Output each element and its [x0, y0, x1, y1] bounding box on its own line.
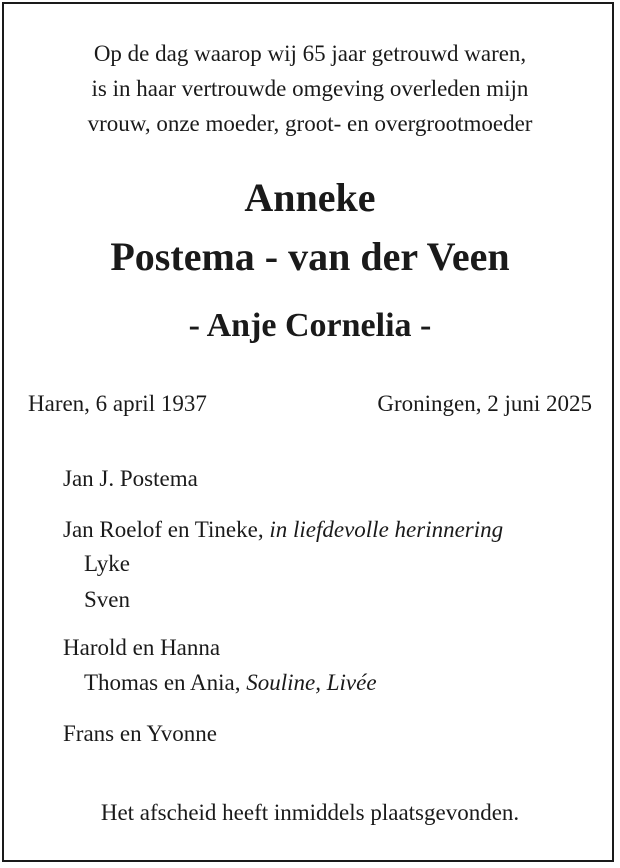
birth-date: Haren, 6 april 1937 [28, 391, 207, 416]
family-child-3: Frans en Yvonne [63, 721, 217, 746]
intro-line: is in haar vertrouwde omgeving overleden mijn [91, 76, 529, 101]
family-husband: Jan J. Postema [63, 466, 198, 491]
family-child-2: Harold en Hanna [63, 635, 221, 660]
grandchild-names: Thomas en Ania, [84, 670, 241, 695]
family-grandchild: Sven [84, 587, 130, 612]
deceased-first-name: Anneke [244, 175, 376, 220]
deceased-full-name: Postema - van der Veen [110, 234, 510, 279]
intro-text [0, 36, 620, 141]
great-grandchildren: Souline, Livée [246, 670, 377, 695]
family-grandchild: Lyke [84, 551, 130, 576]
intro-line: vrouw, onze moeder, groot- en overgrootmoeder [87, 111, 533, 136]
memorial-note: in liefdevolle herinnering [269, 517, 504, 542]
intro-line: Op de dag waarop wij 65 jaar getrouwd waren, [93, 41, 527, 66]
deceased-birth-name: - Anje Cornelia - [188, 307, 432, 344]
family-child-1 [63, 512, 503, 548]
closing-note: Het afscheid heeft inmiddels plaatsgevonden. [100, 800, 520, 825]
family-grandchild [84, 665, 377, 701]
child-names: Jan Roelof en Tineke, [63, 517, 264, 542]
death-date: Groningen, 2 juni 2025 [377, 391, 592, 416]
